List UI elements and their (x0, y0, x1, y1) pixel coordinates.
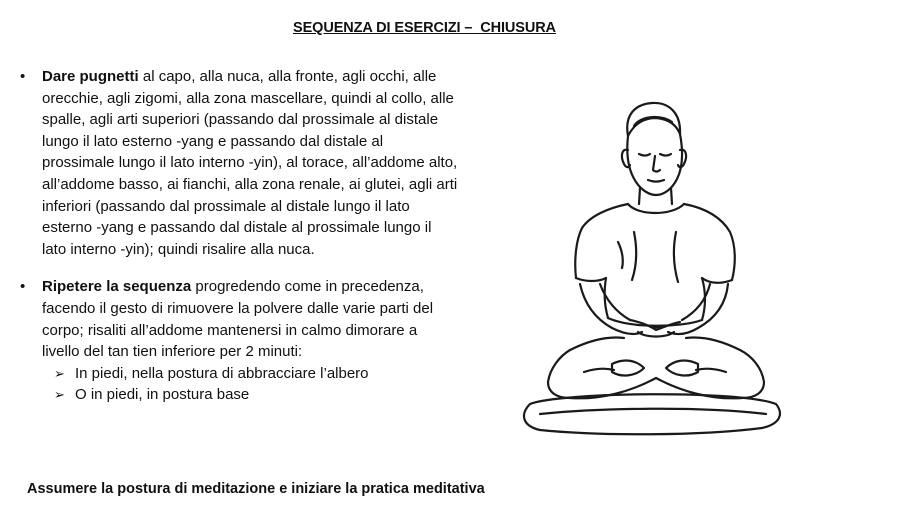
sub-item-text: In piedi, nella postura di abbracciare l’albero (75, 364, 369, 382)
bullet-list (18, 66, 458, 406)
bullet-lead: Dare pugnetti (42, 68, 139, 85)
sub-item-postura-base (18, 384, 458, 406)
bullet-text: al capo, alla nuca, alla fronte, agli occhi, alle orecchie, agli zigomi, alla zona mascellare, quindi al collo, alle spalle, agli arti superiori (passando dal prossimale al distale lungo il lato esterno -yang e passando dal distale al prossimale lungo il lato interno -yin), al torace, all’addome alto, all’addome basso, ai fianchi, alla zona renale, ai glutei, agli arti inferiori (passando dal prossimale al distale lungo il lato esterno -yang e passando dal distale al prossimale lungo il lato interno -yin); quindi risalire alla nuca. (42, 68, 458, 258)
arrow-bullet-icon: ➢ (54, 365, 65, 381)
bullet-item-pugnetti (18, 66, 458, 260)
slide-title: SEQUENZA DI ESERCIZI – CHIUSURA (293, 20, 556, 36)
seated-meditation-figure-icon (500, 92, 790, 437)
bullet-lead: Ripetere la sequenza (42, 278, 192, 296)
arrow-bullet-icon: ➢ (54, 387, 65, 403)
footer-instruction: Assumere la postura di meditazione e iniziare la pratica meditativa (27, 481, 485, 497)
bullet-dot: • (20, 278, 26, 296)
bullet-item-ripetere (18, 276, 458, 362)
bullet-text: progredendo come in precedenza, facendo il gesto di rimuovere la polvere dalle varie parti del corpo; risaliti all’addome mantenersi in calmo dimorare a livello del tan tien inferiore per 2 minuti: (42, 278, 434, 361)
sub-item-abbracciare (18, 363, 458, 385)
sub-item-text: O in piedi, in postura base (75, 386, 250, 404)
bullet-dot: • (20, 68, 26, 85)
